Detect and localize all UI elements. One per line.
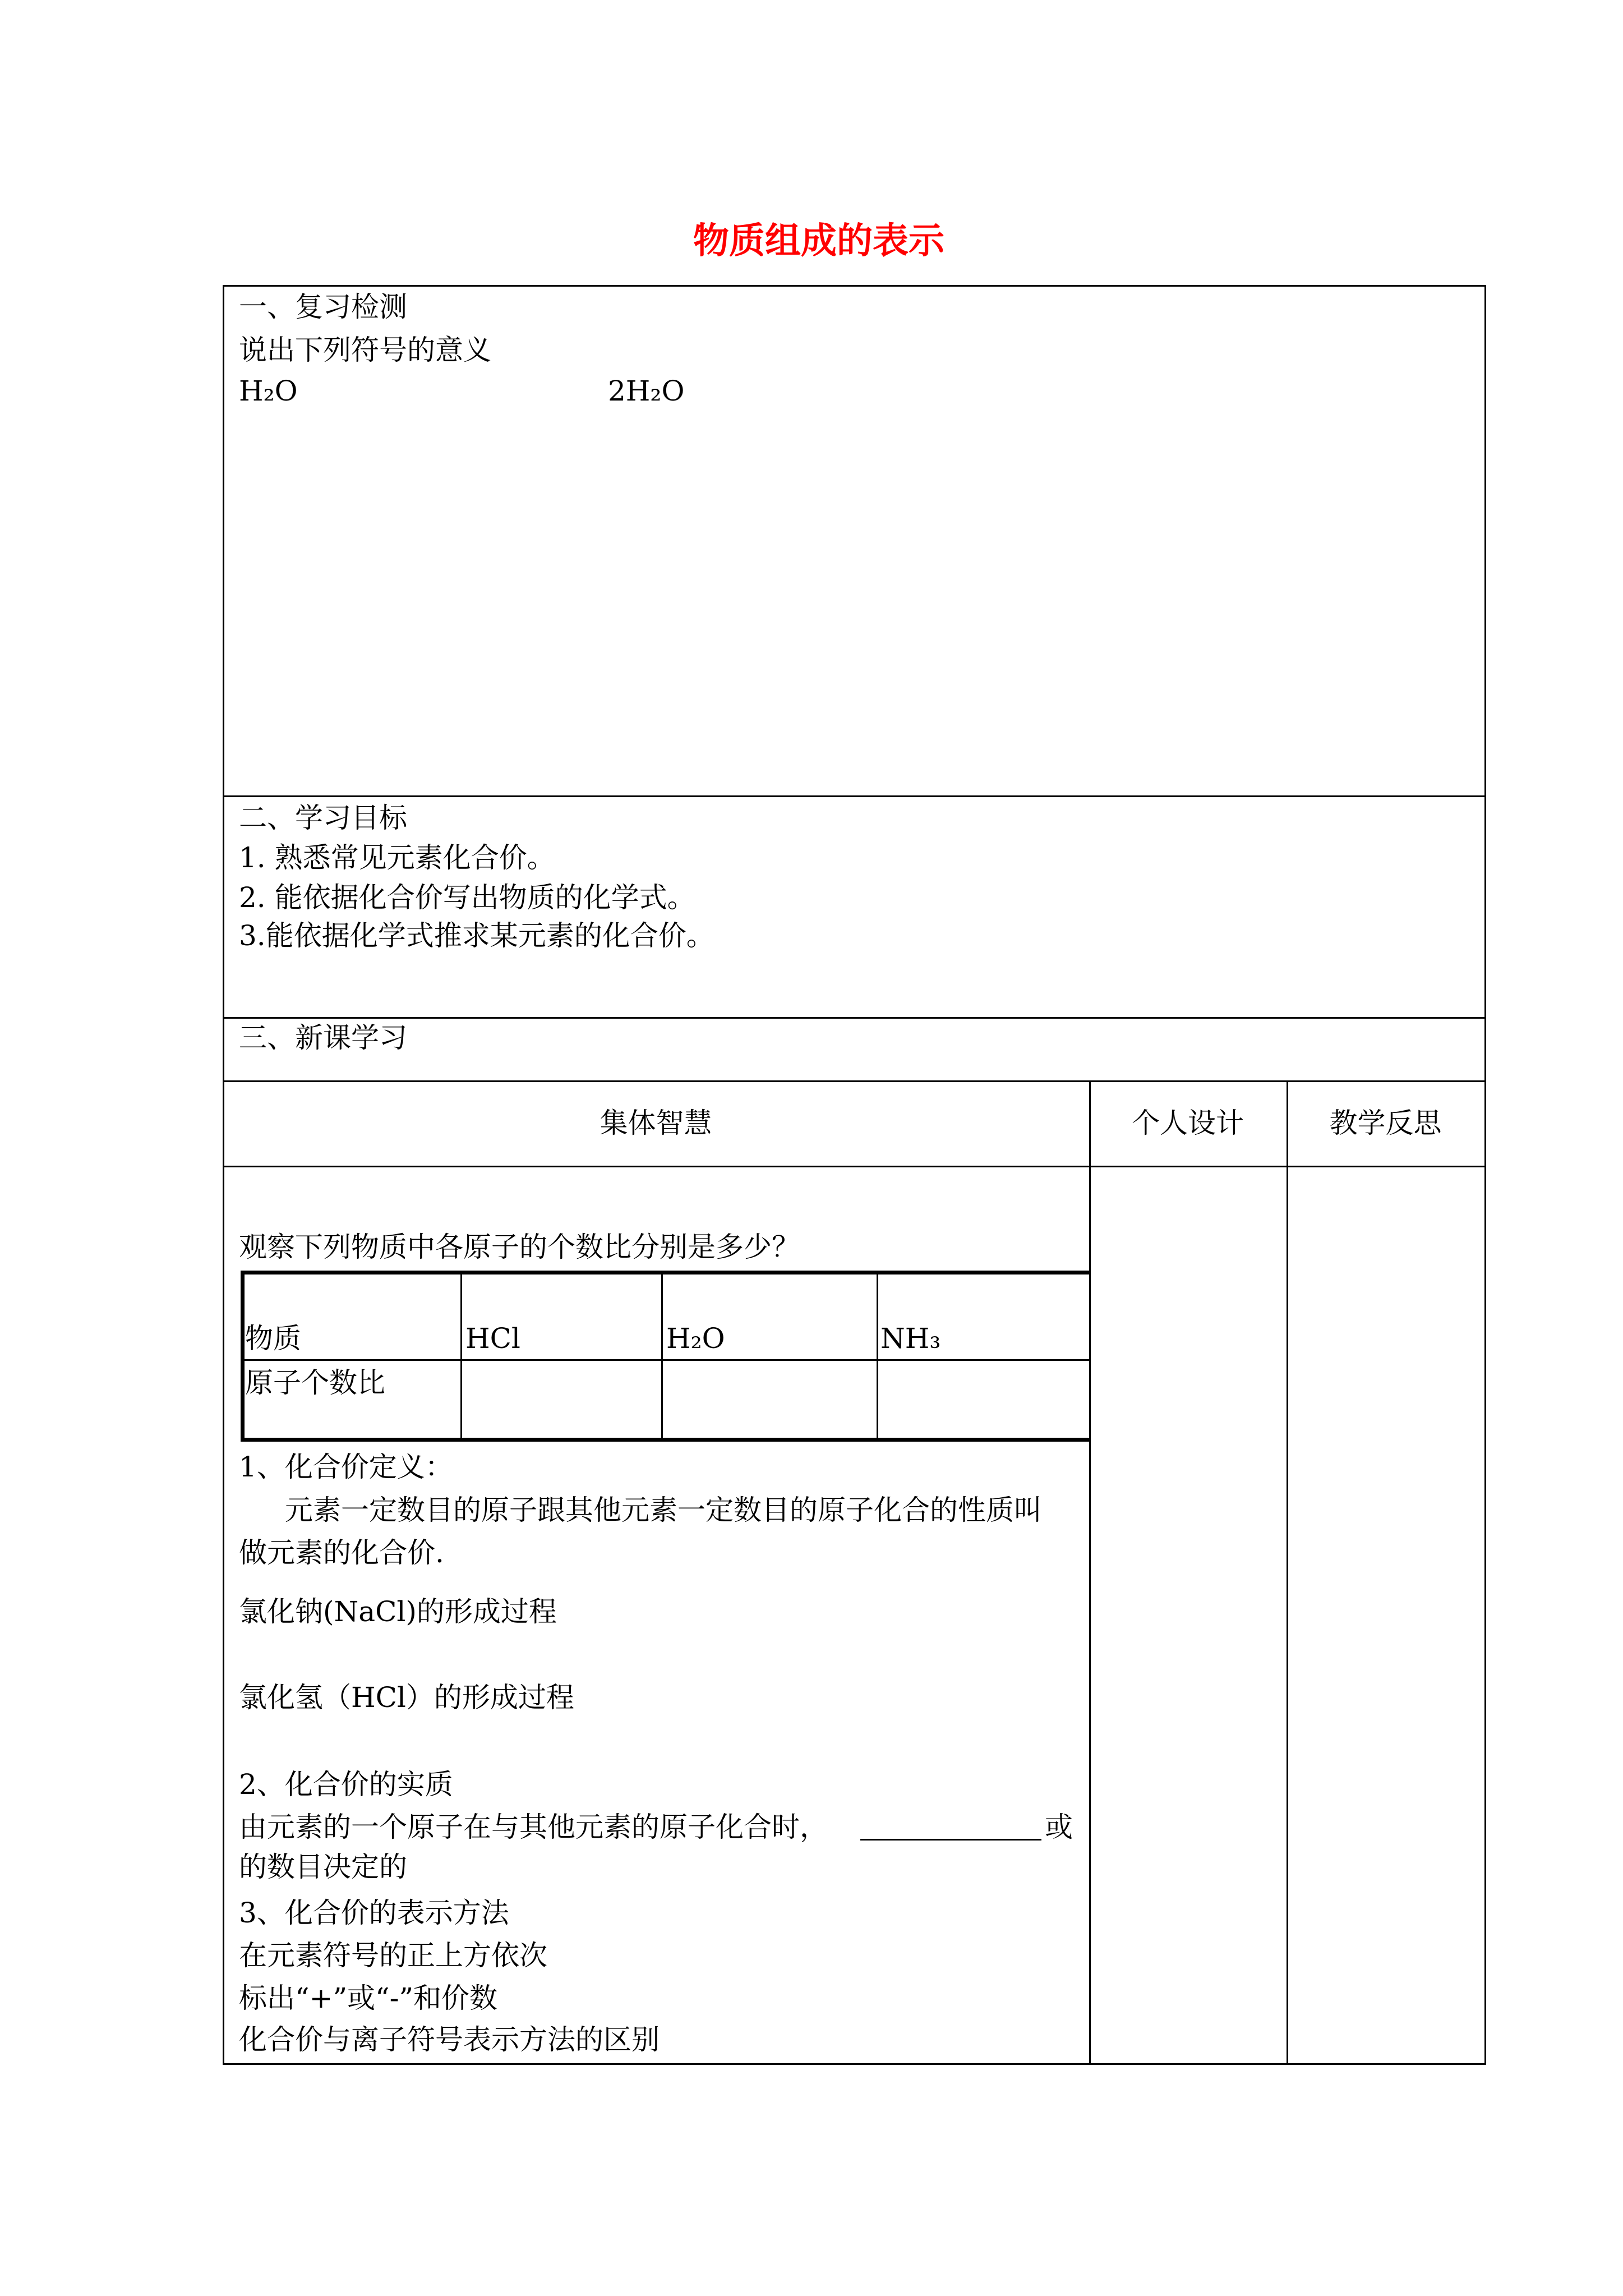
atom-ratio-table	[241, 1271, 1091, 1442]
page-title: 物质组成的表示	[693, 220, 944, 262]
essence-heading: 2、化合价的实质	[239, 1768, 453, 1801]
column-divider-reflection	[1287, 1080, 1288, 2065]
objectives-heading: 二、学习目标	[239, 802, 407, 834]
essence-line-2: 的数目决定的	[239, 1851, 407, 1883]
notation-line: 在元素符号的正上方依次	[239, 1939, 547, 1972]
atom-ratio-question: 观察下列物质中各原子的个数比分别是多少？	[239, 1231, 800, 1263]
column-header-reflection: 教学反思	[1329, 1107, 1442, 1139]
definition-heading: 1、化合价定义：	[239, 1451, 453, 1483]
objective-item: 2. 能依据化合价写出物质的化学式。	[239, 881, 695, 914]
row-divider-column-header	[223, 1166, 1486, 1167]
column-divider-personal	[1089, 1080, 1091, 2065]
review-prompt: 说出下列符号的意义	[239, 334, 491, 366]
atom-ratio-row-divider	[241, 1359, 1091, 1361]
atom-ratio-header-hcl: HCl	[465, 1322, 520, 1355]
review-symbol-h2o: H₂O	[239, 375, 298, 407]
row-divider-review	[223, 795, 1486, 797]
definition-line: 元素一定数目的原子跟其他元素一定数目的原子化合的性质叫	[285, 1494, 1042, 1526]
essence-line-start: 由元素的一个原子在与其他元素的原子化合时，	[239, 1811, 828, 1843]
notation-line: 标出“+”或“-”和价数	[239, 1982, 498, 2014]
column-header-personal: 个人设计	[1132, 1107, 1244, 1139]
atom-ratio-header-nh3: NH₃	[880, 1322, 941, 1355]
atom-ratio-col-divider	[877, 1271, 878, 1442]
notation-heading: 3、化合价的表示方法	[239, 1897, 509, 1929]
hcl-formation-process: 氯化氢（HCl）的形成过程	[239, 1681, 574, 1714]
atom-ratio-row-label: 原子个数比	[245, 1366, 385, 1399]
review-symbol-2h2o: 2H₂O	[608, 375, 685, 407]
atom-ratio-col-divider	[460, 1271, 462, 1442]
fill-in-blank	[860, 1839, 1041, 1841]
essence-line-end: 或	[1045, 1811, 1073, 1843]
nacl-formation-process: 氯化钠(NaCl)的形成过程	[239, 1595, 557, 1628]
atom-ratio-header-h2o: H₂O	[666, 1322, 725, 1355]
objective-item: 3.能依据化学式推求某元素的化合价。	[239, 919, 714, 952]
definition-line: 做元素的化合价.	[239, 1536, 444, 1569]
objective-item: 1. 熟悉常见元素化合价。	[239, 841, 555, 874]
row-divider-objectives	[223, 1017, 1486, 1019]
column-header-collective: 集体智慧	[600, 1107, 712, 1139]
new-lesson-heading: 三、新课学习	[239, 1022, 407, 1054]
valence-vs-ion-difference: 化合价与离子符号表示方法的区别	[239, 2023, 660, 2056]
atom-ratio-header-substance: 物质	[245, 1322, 301, 1355]
row-divider-new-lesson	[223, 1080, 1486, 1082]
review-heading: 一、复习检测	[239, 291, 407, 323]
atom-ratio-col-divider	[661, 1271, 663, 1442]
